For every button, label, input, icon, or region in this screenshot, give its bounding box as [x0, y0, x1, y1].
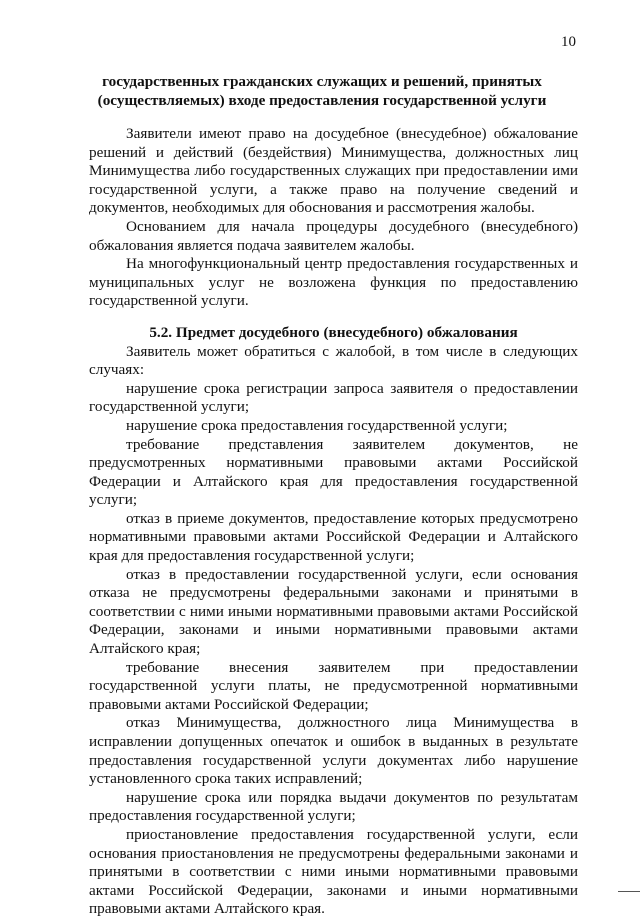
section-title: 5.2. Предмет досудебного (внесудебного) обжалования [149, 323, 518, 341]
paragraph: Заявитель может обратиться с жалобой, в том числе в следующих случаях: [89, 342, 578, 379]
section-heading-continued: государственных гражданских служащих и решений, принятых (осуществляемых) входе предоставления государственной услуги [97, 73, 547, 109]
page-number: 10 [561, 34, 576, 50]
paragraph: Основанием для начала процедуры досудебного (внесудебного) обжалования является подача заявителем жалобы. [89, 217, 578, 254]
list-item: отказ в предоставлении государственной услуги, если основания отказа не предусмотрены федеральными законами и принятыми в соответствии с ними иными нормативными правовыми актами Российской Федерации, законами и иными нормативными правовыми актами Алтайского края; [89, 565, 578, 658]
list-item: нарушение срока или порядка выдачи документов по результатам предоставления государственной услуги; [89, 788, 578, 825]
paragraph: Заявители имеют право на досудебное (внесудебное) обжалование решений и действий (бездействия) Минимущества, должностных лиц Минимущества либо государственных служащих при предоставлении ими государственной услуги, а также право на получение сведений и документов, необходимых для обоснования и рассмотрения жалобы. [89, 125, 578, 217]
list-item: требование представления заявителем документов, не предусмотренных нормативными правовыми актами Российской Федерации и Алтайского края для предоставления государственной услуги; [89, 435, 578, 509]
list-item: нарушение срока регистрации запроса заявителя о предоставлении государственной услуги; [89, 379, 578, 416]
list-item: приостановление предоставления государственной услуги, если основания приостановления не предусмотрены федеральными законами и принятыми в соответствии с ними иными нормативными правовыми актами Российской Федерации, законами и иными нормативными правовыми актами Алтайского края. [89, 825, 578, 918]
scan-edge-mark [618, 891, 640, 892]
list-item: отказ в приеме документов, предоставление которых предусмотрено нормативными правовыми актами Российской Федерации и Алтайского края для предоставления государственной услуги; [89, 509, 578, 565]
list-item: нарушение срока предоставления государственной услуги; [126, 416, 508, 434]
paragraph: На многофункциональный центр предоставления государственных и муниципальных услуг не возложена функция по предоставлению государственной услуги. [89, 255, 578, 310]
list-item: требование внесения заявителем при предоставлении государственной услуги платы, не предусмотренной нормативными правовыми актами Российской Федерации; [89, 658, 578, 713]
list-item: отказ Минимущества, должностного лица Минимущества в исправлении допущенных опечаток и ошибок в выданных в результате предоставления государственной услуги документах либо нарушение установленного срока таких исправлений; [89, 714, 578, 788]
document-body [89, 125, 578, 919]
